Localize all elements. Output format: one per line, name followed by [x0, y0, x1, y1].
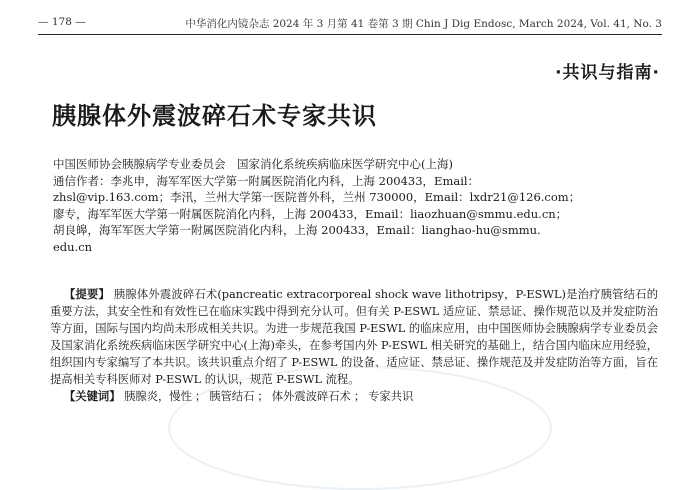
keyword-separator: ；	[257, 390, 269, 403]
corresponding-author-line: zhsl@vip.163.com；李汛，兰州大学第一医院普外科，兰州 730000，Email：lxdr21@126.com；	[53, 190, 581, 204]
corresponding-author-line: 廖专，海军军医大学第一附属医院消化内科，上海 200433，Email：liaozhuan@smmu.edu.cn；	[53, 206, 568, 221]
keyword-separator: ；	[194, 390, 207, 403]
keyword: 胰管结石	[209, 390, 255, 403]
author-block	[53, 156, 660, 255]
abstract-text: 胰腺体外震波碎石术(pancreatic extracorporeal shock wave lithotripsy，P-ESWL)是治疗胰管结石的重要方法，其安全性和有效性已在临床实践中得到充分认可。但有关 P-ESWL 适应证、禁忌证、操作规范以及并发症防治等方面，国际与国内均尚未形成相关共识。为进一步规范我国 P-ESWL 的临床应用，由中国医师协会胰腺病学专业委员会及国家消化系统疾病临床医学研究中心(上海)牵头，在参考国内外 P-ESWL 相关研究的基础上，结合国内临床应用经验，组织国内专家编写了本共识。该共识重点介绍了 P-ESWL 的设备、适应证、禁忌证、操作规范及并发症防治等方面，旨在提高相关专科医师对 P-ESWL 的认识，规范 P-ESWL 流程。	[50, 288, 658, 386]
corresponding-author-line: 胡良皞，海军军医大学第一附属医院消化内科，上海 200433，Email：lianghao-hu@smmu.	[53, 223, 541, 237]
keywords-paragraph	[50, 388, 658, 405]
keyword-separator: ；	[353, 390, 366, 403]
page-number: — 178 —	[38, 16, 86, 28]
keyword: 胰腺炎，慢性	[124, 390, 192, 403]
keywords-label: 【关键词】	[64, 389, 121, 403]
keyword: 专家共识	[368, 390, 414, 403]
abstract-label: 【提要】	[64, 287, 111, 301]
article-title: 胰腺体外震波碎石术专家共识	[52, 102, 377, 130]
header-divider	[38, 34, 662, 35]
corresponding-author-line: 通信作者：李兆申，海军军医大学第一附属医院消化内科，上海 200433，Email：	[53, 173, 480, 188]
abstract-paragraph	[50, 286, 658, 388]
journal-citation: 中华消化内镜杂志 2024 年 3 月第 41 卷第 3 期 Chin J Dig Endosc, March 2024, Vol. 41, No. 3	[185, 18, 662, 30]
author-groups: 中国医师协会胰腺病学专业委员会 国家消化系统疾病临床医学研究中心(上海)	[53, 157, 453, 171]
corresponding-author-line: edu.cn	[53, 239, 93, 254]
section-label: ·共识与指南·	[555, 63, 660, 83]
running-head	[38, 14, 662, 32]
keyword: 体外震波碎石术	[271, 390, 351, 403]
abstract-section	[50, 286, 658, 405]
